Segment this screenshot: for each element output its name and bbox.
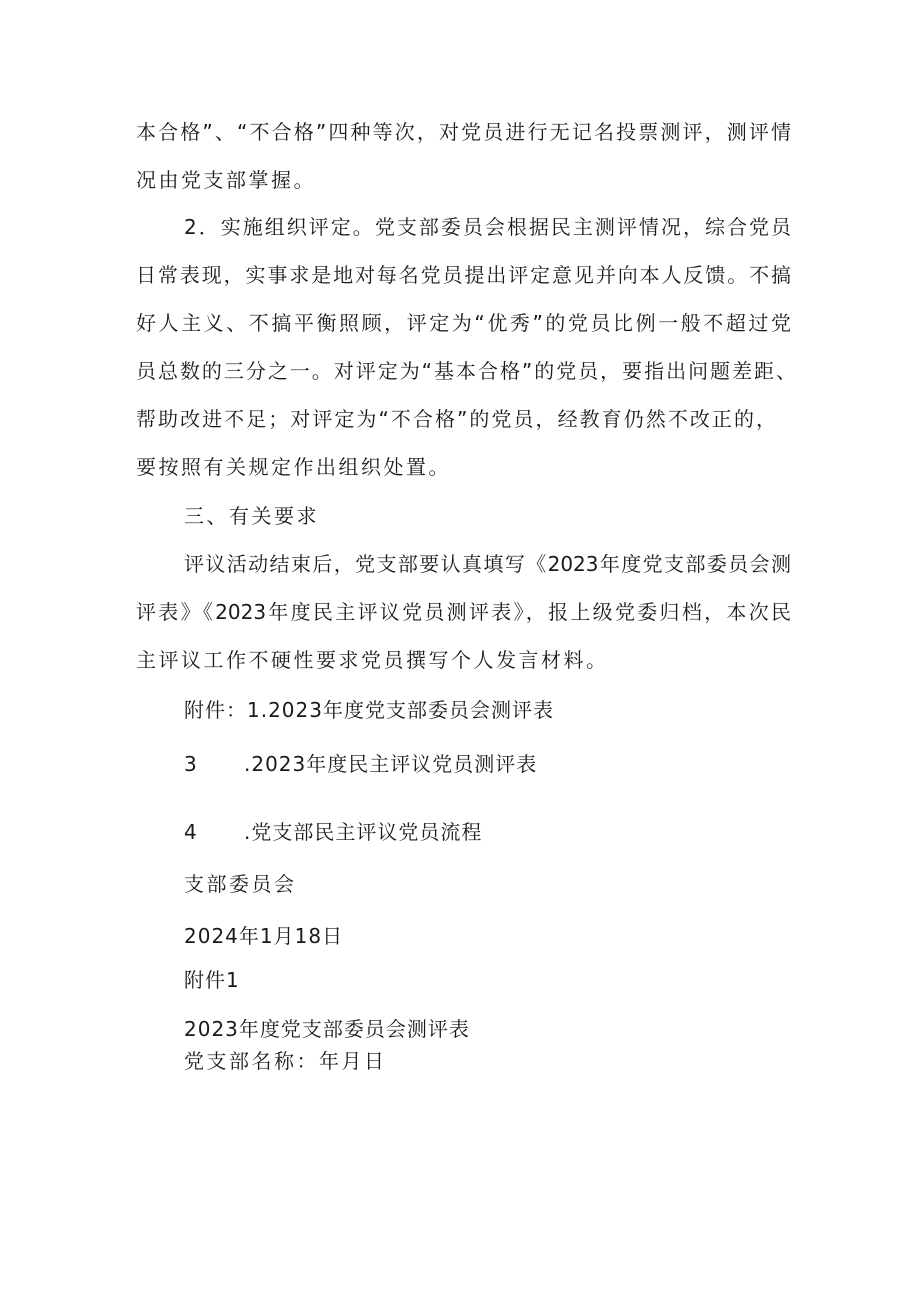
signature-org: 支部委员会 — [184, 872, 297, 896]
paragraph-2-line-1: 2．实施组织评定。党支部委员会根据民主测评情况，综合党员 — [184, 215, 791, 239]
attachment-item-2-text: .2023年度民主评议党员测评表 — [244, 752, 538, 776]
appendix-title: 2023年度党支部委员会测评表 — [184, 1017, 470, 1041]
section-heading: 三、有关要求 — [184, 504, 319, 528]
paragraph-1-line-1: 本合格”、“不合格”四种等次，对党员进行无记名投票测评，测评情 — [136, 120, 791, 144]
paragraph-3-line-2: 评表》《2023年度民主评议党员测评表》，报上级党委归档，本次民 — [136, 600, 791, 624]
attachment-item-2-number: 3 — [184, 752, 197, 776]
attachment-item-1: 附件：1.2023年度党支部委员会测评表 — [184, 698, 554, 722]
paragraph-2-line-4: 员总数的三分之一。对评定为“基本合格”的党员，要指出问题差距、 — [136, 359, 796, 383]
paragraph-3-line-3: 主评议工作不硬性要求党员撰写个人发言材料。 — [136, 648, 609, 672]
paragraph-1-line-2: 况由党支部掌握。 — [136, 168, 316, 192]
attachment-item-3-number: 4 — [184, 820, 197, 844]
attachment-item-3-text: .党支部民主评议党员流程 — [244, 820, 483, 844]
paragraph-2-line-3: 好人主义、不搞平衡照顾，评定为“优秀”的党员比例一般不超过党 — [136, 311, 791, 335]
paragraph-2-line-6: 要按照有关规定作出组织处置。 — [136, 455, 451, 479]
paragraph-3-line-1: 评议活动结束后，党支部要认真填写《2023年度党支部委员会测 — [184, 552, 791, 576]
paragraph-2-line-5: 帮助改进不足；对评定为“不合格”的党员，经教育仍然不改正的， — [136, 407, 776, 431]
paragraph-2-line-2: 日常表现，实事求是地对每名党员提出评定意见并向本人反馈。不搞 — [136, 263, 791, 287]
appendix-label: 附件1 — [184, 968, 240, 992]
signature-date: 2024年1月18日 — [184, 924, 344, 948]
appendix-field-line: 党支部名称：年月日 — [184, 1049, 387, 1073]
